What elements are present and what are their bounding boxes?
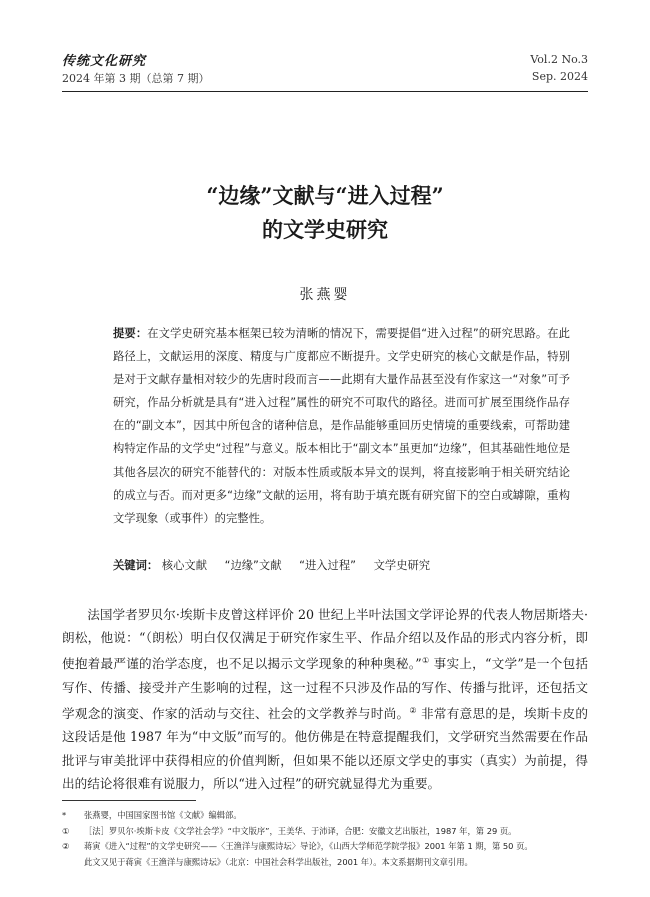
keyword-item: 核心文献 [161,559,207,572]
volume-info: Vol.2 No.3 [530,53,588,66]
author-name: 张燕婴 [299,287,351,303]
footnote-ref-1[interactable]: ① [421,656,430,666]
keyword-item: “进入过程” [299,559,356,572]
footnote-mark: ① [62,825,70,836]
keyword-item: “边缘”文献 [224,559,282,572]
footnote-2 [62,839,588,855]
body-text-part2: 事实上，“文学”是一个包括写作、传播、接受并产生影响的过程，这一过程不只涉及作品的写作、传播与批评，还包括文学观念的演变、作家的活动与交往、社会的文学教养与时尚。 [62,656,589,722]
footnote-text: 张燕婴，中国国家图书馆《文献》编辑部。 [84,810,242,820]
body-paragraph [62,603,588,795]
publication-date: Sep. 2024 [531,70,588,83]
journal-name: 传统文化研究 [62,54,147,69]
abstract-text: 在文学史研究基本框架已较为清晰的情况下，需要提倡“进入过程”的研究思路。在此路径上，文献运用的深度、精度与广度都应不断提升。文学史研究的核心文献是作品，特别是对于文献存量相对较少的先唐时段而言——此期有大量作品甚至没有作家这一“对象”可予研究，作品分析就是具有“进入过程”属性的研究不可取代的路径。进而可扩展至围绕作品存在的“副文本”，因其中所包含的诸种信息，是作品能够重回历史情境的重要线索，可帮助建构特定作品的文学史“过程”与意义。版本相比于“副文本”虽更加“边缘”，但其基础性地位是其他各层次的研究不能替代的：对版本性质或版本异文的误判，将直接影响于相关研究结论的成立与否。而对更多“边缘”文献的运用，将有助于填充既有研究留下的空白或罅隙，重构文学现象（或事件）的完整性。 [113,327,570,525]
keywords [113,557,570,573]
abstract-label: 提要： [113,327,148,340]
article-title-line1: “边缘”文献与“进入过程” [206,183,444,208]
footnote-ref-2[interactable]: ② [409,706,417,715]
footnote-text: 蒋寅《进入“过程”的文学史研究——〈王渔洋与康熙诗坛〉导论》，《山西大学师范学院学报》2001 年第 1 期，第 50 页。 [84,841,533,851]
header-rule [62,91,588,92]
footnote-text: 此文又见于蒋寅《王渔洋与康熙诗坛》（北京：中国社会科学出版社，2001 年）。本文系据期刊文章引用。 [84,856,473,867]
footnote-author [62,808,588,824]
body-text-part3: 非常有意思的是，埃斯卡皮的这段话是他 1987 年为“中文版”而写的。他仿佛是在特意提醒我们，文学研究当然需要在作品批评与审美批评中获得相应的价值判断，但如果不能以还原文学史的事实（真实）为前提，得出的结论将很难有说服力，所以“进入过程”的研究就显得尤为重要。 [62,706,589,791]
footnotes [62,808,588,870]
abstract [113,322,570,530]
footnote-2-continued [62,855,588,871]
keyword-item: 文学史研究 [373,559,431,572]
footnote-rule [62,800,196,801]
footnote-mark: ② [62,841,70,851]
footnote-text: ［法］罗贝尔·埃斯卡皮《文学社会学》“中文版序”，王美华、于沛译，合肥：安徽文艺出版社，1987 年，第 29 页。 [84,825,517,836]
body-text-part1: 法国学者罗贝尔·埃斯卡皮曾这样评价 20 世纪上半叶法国文学评论界的代表人物居斯塔夫·朗松，他说：“（朗松）明白仅仅满足于研究作家生平、作品介绍以及作品的形式内容分析，即使抱着最严谨的治学态度，也不足以揭示文学现象的种种奥秘。” [62,607,588,672]
issue-info: 2024 年第 3 期（总第 7 期） [62,72,210,85]
article-title-line2: 的文学史研究 [262,217,388,242]
keywords-label: 关键词： [113,559,159,572]
footnote-1 [62,824,588,840]
footnote-mark: * [62,810,67,820]
